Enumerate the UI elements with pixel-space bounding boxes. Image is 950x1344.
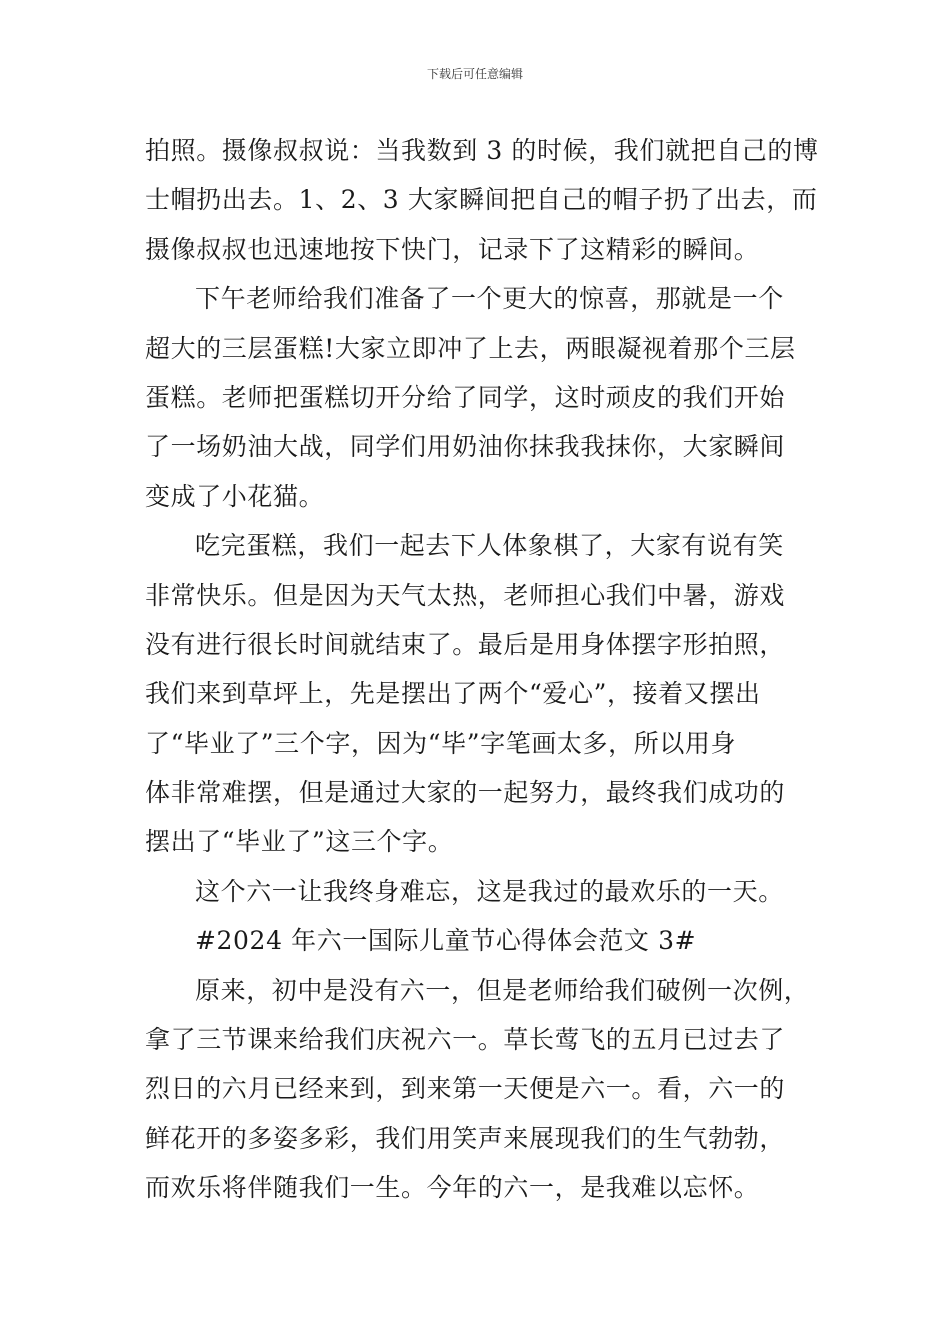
text-line: 了“毕业了”三个字，因为“毕”字笔画太多，所以用身: [145, 728, 737, 758]
text-line: 原来，初中是没有六一，但是老师给我们破例一次例，: [195, 975, 810, 1005]
text-line: 这个六一让我终身难忘，这是我过的最欢乐的一天。: [195, 876, 784, 906]
text-line: 了一场奶油大战，同学们用奶油你抹我我抹你，大家瞬间: [145, 432, 786, 462]
text-line: 我们来到草坪上，先是摆出了两个“爱心”，接着又摆出: [145, 679, 761, 709]
document-body: [145, 126, 819, 1213]
text-line: 吃完蛋糕，我们一起去下人体象棋了，大家有说有笑: [195, 531, 784, 561]
text-line: 士帽扔出去。1、2、3 大家瞬间把自己的帽子扔了出去，而: [145, 185, 818, 215]
text-line: 烈日的六月已经来到，到来第一天便是六一。看，六一的: [145, 1074, 786, 1104]
text-line: 摄像叔叔也迅速地按下快门，记录下了这精彩的瞬间。: [145, 234, 760, 264]
text-line: 下午老师给我们准备了一个更大的惊喜，那就是一个: [195, 284, 784, 314]
page-header: 下载后可任意编辑: [426, 67, 523, 81]
text-line: 超大的三层蛋糕!大家立即冲了上去，两眼凝视着那个三层: [145, 333, 796, 363]
text-line: 鲜花开的多姿多彩，我们用笑声来展现我们的生气勃勃，: [145, 1123, 786, 1153]
text-line: 蛋糕。老师把蛋糕切开分给了同学，这时顽皮的我们开始: [145, 382, 786, 412]
text-line: 体非常难摆，但是通过大家的一起努力，最终我们成功的: [145, 778, 786, 808]
text-line: 拍照。摄像叔叔说：当我数到 3 的时候，我们就把自己的博: [145, 136, 819, 165]
text-line: 摆出了“毕业了”这三个字。: [145, 827, 454, 857]
text-line: #2024 年六一国际儿童节心得体会范文 3#: [195, 926, 697, 956]
text-line: 而欢乐将伴随我们一生。今年的六一，是我难以忘怀。: [145, 1173, 760, 1203]
text-line: 非常快乐。但是因为天气太热，老师担心我们中暑，游戏: [145, 580, 786, 610]
text-line: 变成了小花猫。: [145, 481, 325, 511]
text-line: 没有进行很长时间就结束了。最后是用身体摆字形拍照，: [145, 629, 786, 659]
text-line: 拿了三节课来给我们庆祝六一。草长莺飞的五月已过去了: [145, 1025, 786, 1055]
